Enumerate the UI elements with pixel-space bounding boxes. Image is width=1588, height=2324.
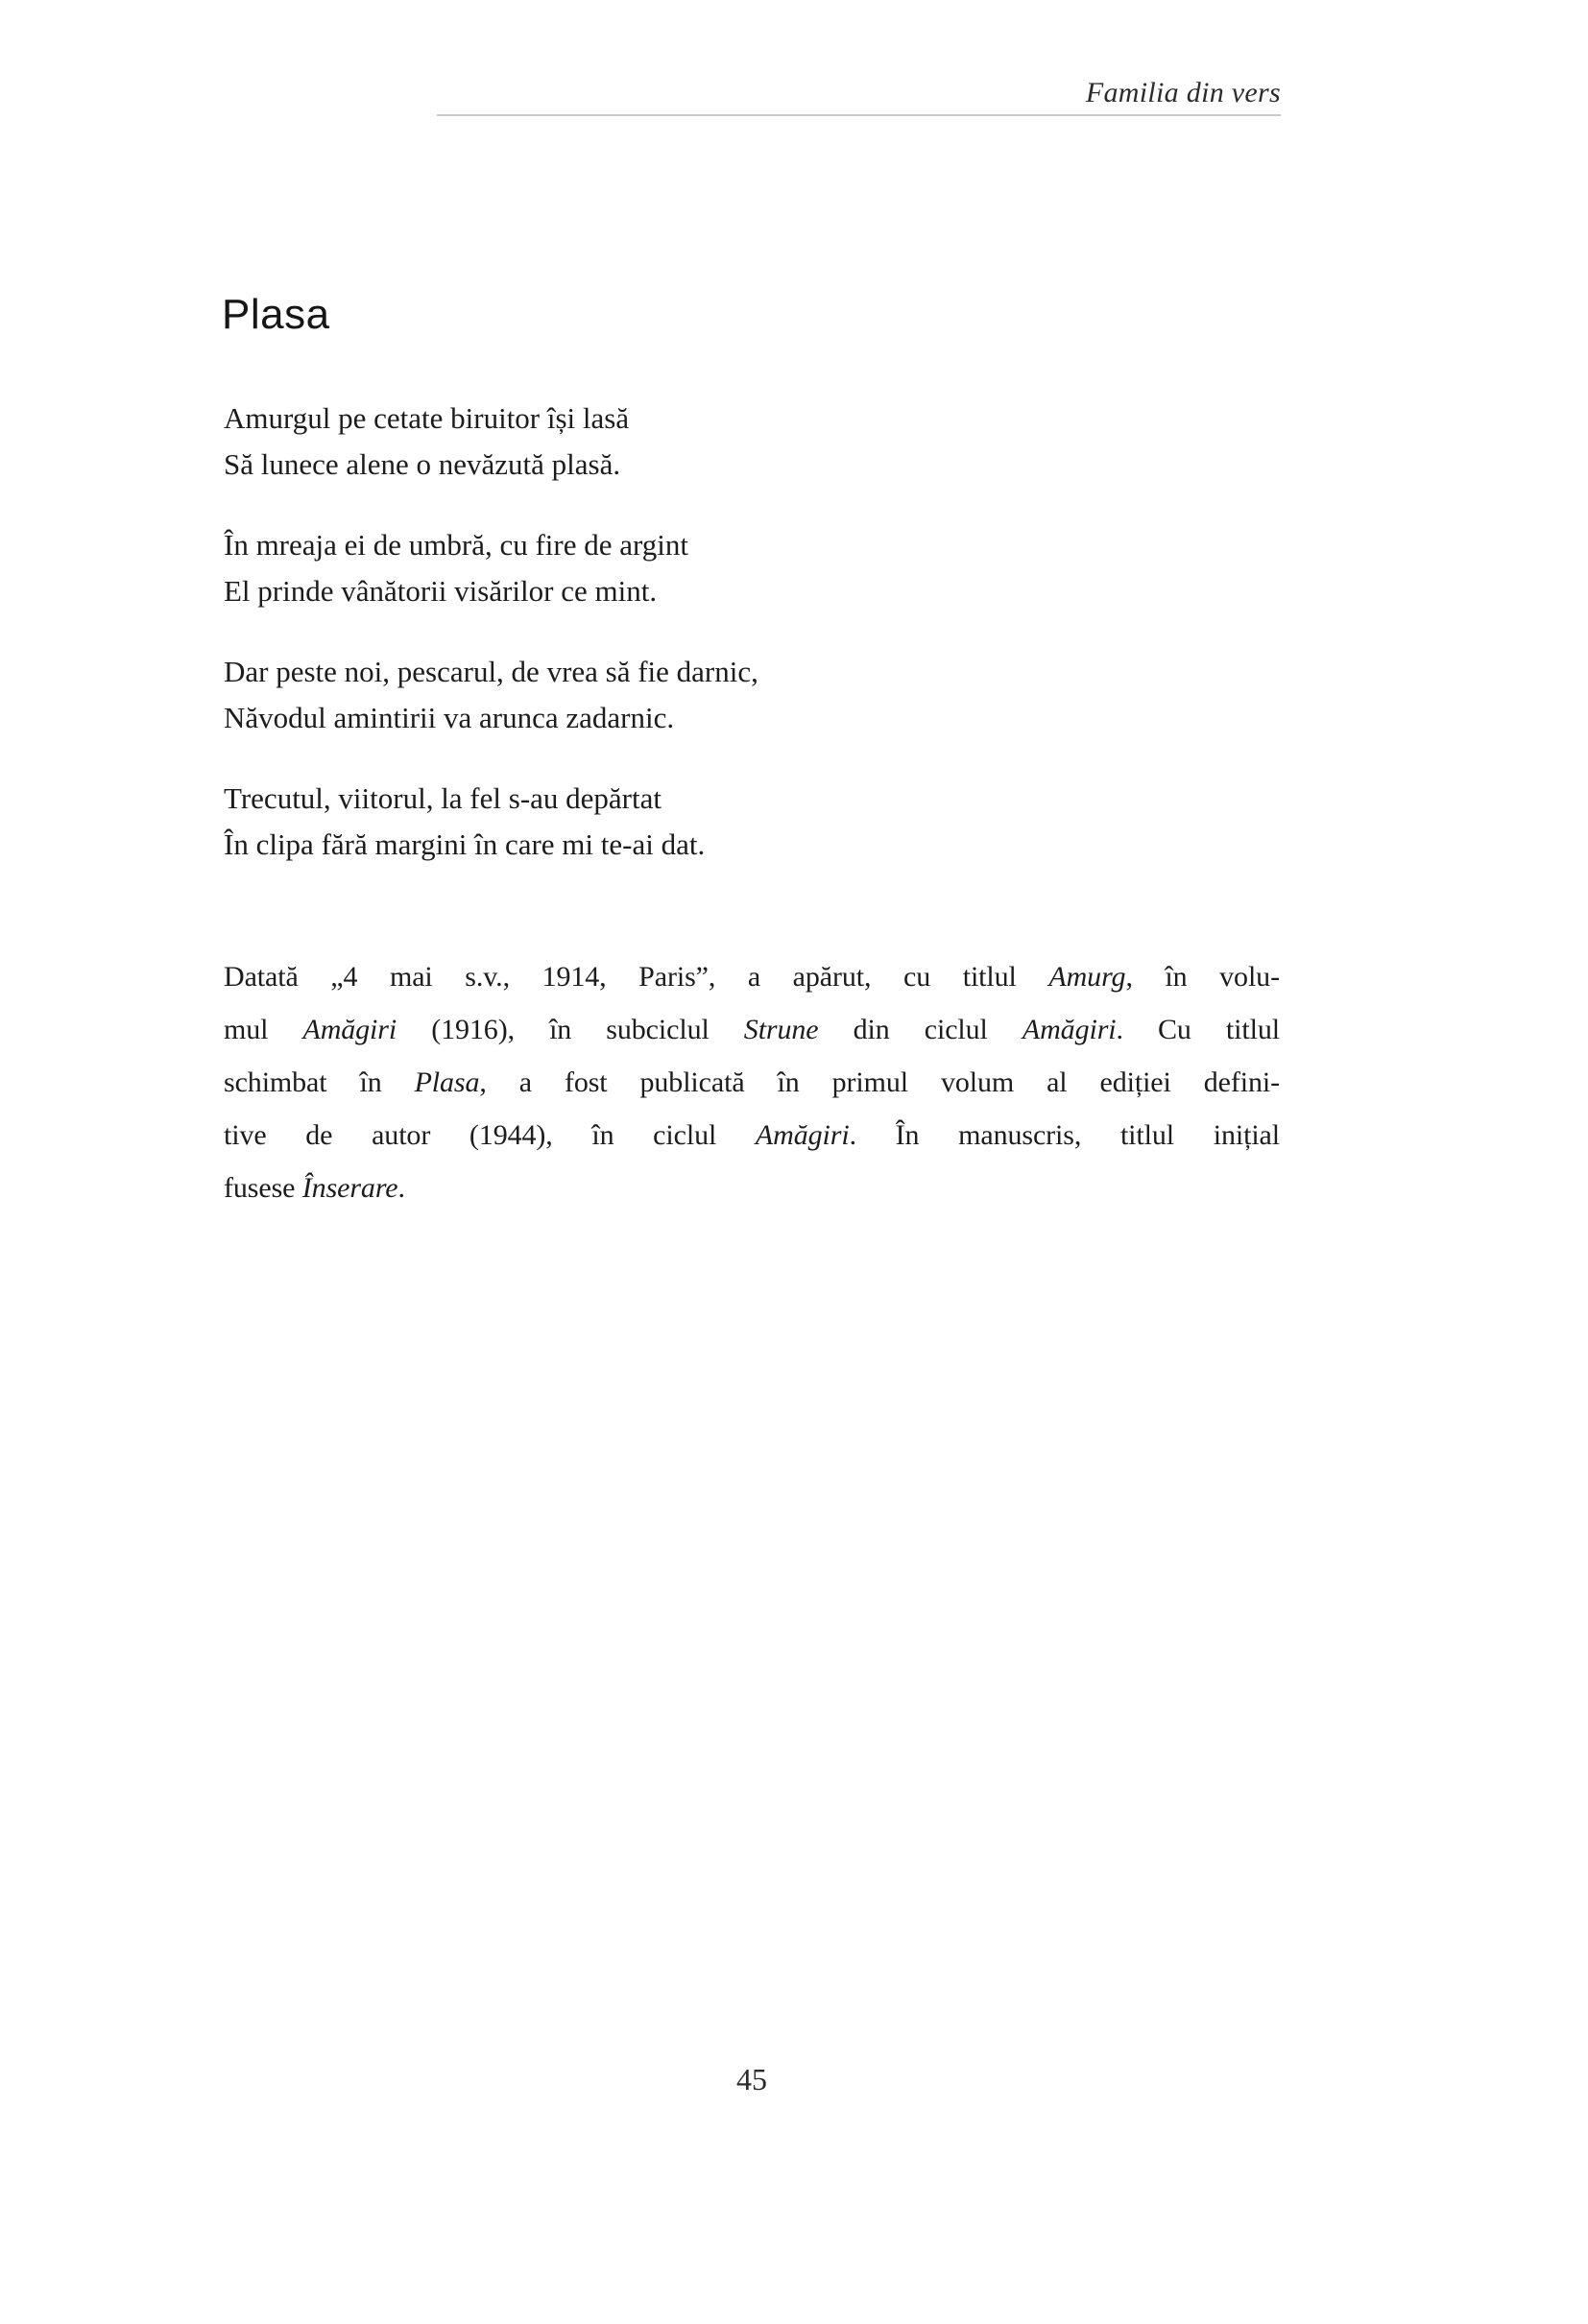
note-segment-italic: Amăgiri	[302, 1014, 397, 1045]
poem-title: Plasa	[222, 291, 330, 338]
note-line	[224, 1003, 1280, 1056]
note-line	[224, 950, 1280, 1003]
note-line	[224, 1056, 1280, 1109]
poem-line: Amurgul pe cetate biruitor își lasă	[224, 401, 630, 435]
note-segment: mul	[224, 1014, 303, 1045]
poem-stanza	[224, 649, 758, 741]
note-segment: .	[397, 1172, 405, 1204]
poem-line: Dar peste noi, pescarul, de vrea să fie darnic,	[224, 655, 758, 688]
note-segment-italic: Amăgiri	[1022, 1014, 1117, 1045]
note-segment: Datată „4 mai s.v., 1914, Paris”, a apărut, cu titlul	[224, 961, 1049, 993]
poem-line: În clipa fără margini în care mi te-ai dat.	[224, 827, 706, 861]
poem-body	[224, 395, 758, 902]
poem-line: Să lunece alene o nevăzută plasă.	[224, 447, 621, 481]
note-segment-italic: Înserare	[301, 1172, 398, 1204]
note-segment: , a fost publicată în primul volum al ediției defini-	[479, 1066, 1280, 1098]
note-segment: fusese	[224, 1172, 302, 1204]
note-segment-italic: Amăgiri	[755, 1119, 850, 1151]
poem-stanza	[224, 776, 758, 868]
note-segment: . În manuscris, titlul inițial	[849, 1119, 1281, 1151]
note-line	[224, 1109, 1280, 1162]
poem-line: Trecutul, viitorul, la fel s-au depărtat	[224, 781, 662, 815]
header-divider	[437, 114, 1281, 116]
note-line	[224, 1162, 1280, 1214]
page-number: 45	[736, 2062, 767, 2096]
note-segment: . Cu titlul	[1116, 1014, 1280, 1045]
poem-line: El prinde vânătorii visărilor ce mint.	[224, 574, 658, 608]
note-segment: (1916), în subciclul	[397, 1014, 744, 1045]
poem-line: Năvodul amintirii va arunca zadarnic.	[224, 701, 675, 734]
note-segment-italic: Plasa	[414, 1066, 480, 1098]
note-segment: , în volu-	[1125, 961, 1280, 993]
note-segment: tive de autor (1944), în ciclul	[224, 1119, 756, 1151]
poem-stanza	[224, 395, 758, 488]
running-header-title: Familia din vers	[1085, 77, 1281, 108]
poem-stanza	[224, 522, 758, 614]
note-segment-italic: Amurg	[1048, 961, 1126, 993]
note-segment: schimbat în	[224, 1066, 415, 1098]
editorial-note	[224, 950, 1280, 1214]
note-segment-italic: Strune	[743, 1014, 819, 1045]
note-segment: din ciclul	[818, 1014, 1023, 1045]
poem-line: În mreaja ei de umbră, cu fire de argint	[224, 528, 689, 562]
